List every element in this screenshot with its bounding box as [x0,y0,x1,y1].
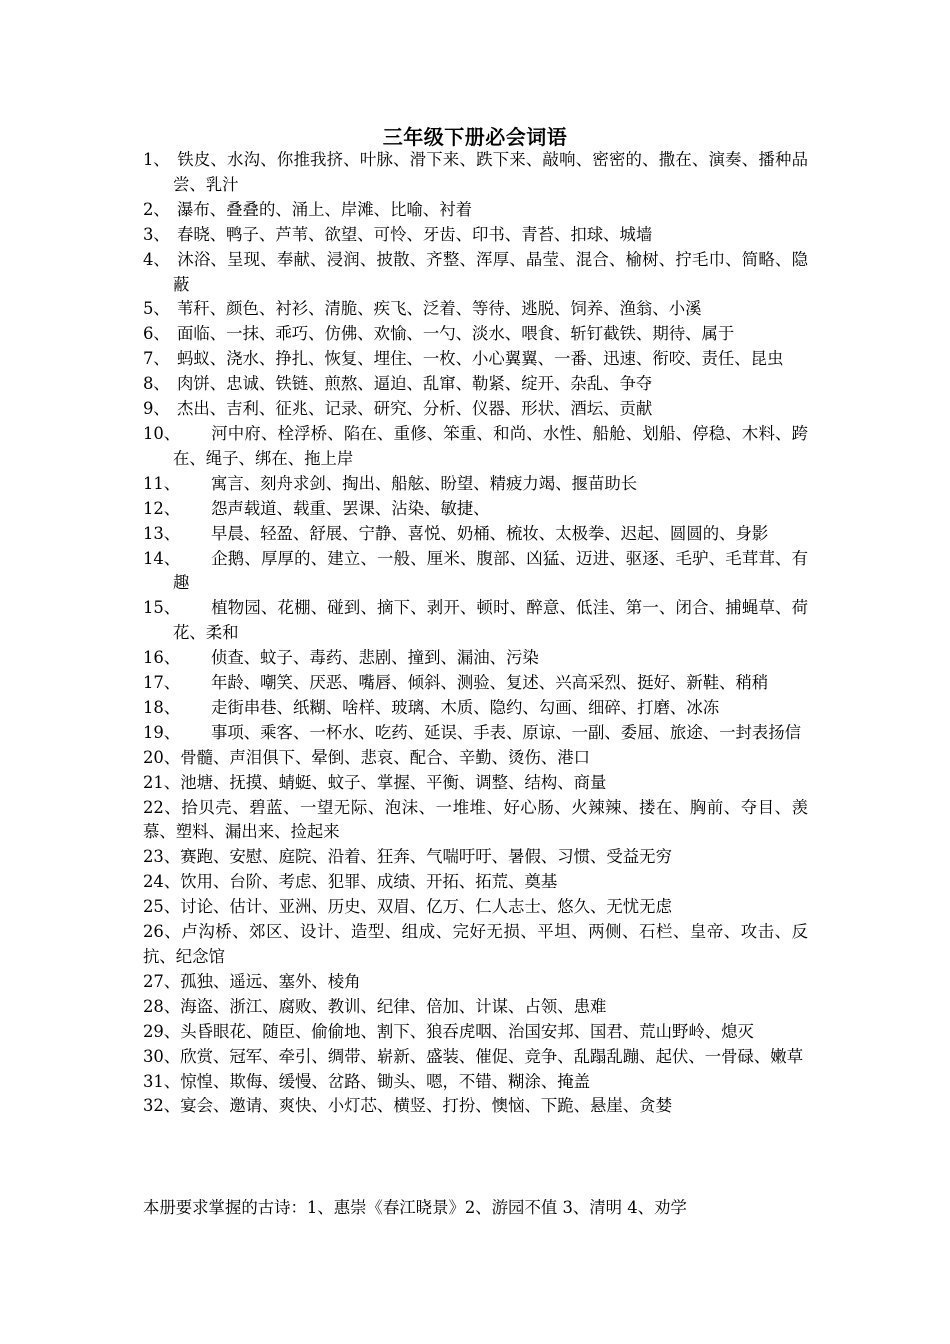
item-words: 铁皮、水沟、你推我挤、叶脉、滑下来、跌下来、敲响、密密的、撒在、演奏、播种品尝、乳汁 [173,150,808,194]
item-words: 卢沟桥、郊区、设计、造型、组成、完好无损、平坦、两侧、石栏、皇帝、攻击、反抗、纪念馆 [143,922,809,966]
item-words: 宴会、邀请、爽快、小灯芯、横竖、打扮、懊恼、下跪、悬崖、贪婪 [180,1096,672,1116]
item-words: 饮用、台阶、考虑、犯罪、成绩、开拓、拓荒、奠基 [180,872,558,892]
item-number: 4、 [143,249,170,269]
item-number: 24、 [143,872,181,892]
page-title: 三年级下册必会词语 [382,125,568,149]
item-number: 13、 [143,523,181,543]
poems-note: 本册要求掌握的古诗：1、惠崇《春江晓景》2、游园不值 3、清明 4、劝学 [143,1198,687,1217]
list-item [143,322,808,347]
item-number: 10、 [143,423,181,443]
item-number: 27、 [143,971,181,991]
list-item [143,596,808,646]
item-number: 15、 [143,598,181,618]
list-item [143,397,808,422]
list-item [143,1020,808,1045]
list-item [143,472,808,497]
item-words: 苇秆、颜色、衬衫、清脆、疾飞、泛着、等待、逃脱、饲养、渔翁、小溪 [177,299,702,319]
item-number: 31、 [143,1071,181,1091]
list-item [143,148,808,198]
item-number: 23、 [143,847,181,867]
item-words: 事项、乘客、一杯水、吃药、延误、手表、原谅、一副、委屈、旅途、一封表扬信 [211,722,802,742]
item-words: 瀑布、叠叠的、涌上、岸滩、比喻、衬着 [177,199,473,219]
list-item [143,347,808,372]
item-number: 7、 [143,349,170,369]
item-words: 头昏眼花、随臣、偷偷地、割下、狼吞虎咽、治国安邦、国君、荒山野岭、熄灭 [180,1021,754,1041]
list-item [143,1045,808,1070]
item-number: 32、 [143,1096,181,1116]
list-item [143,522,808,547]
list-item [143,297,808,322]
list-item [143,796,808,846]
item-number: 14、 [143,548,181,568]
list-item [143,1094,808,1119]
item-words: 河中府、栓浮桥、陷在、重修、笨重、和尚、水性、船舱、划船、停稳、木料、跨在、绳子、绑在、拖上岸 [173,423,808,468]
item-words: 惊惶、欺侮、缓慢、岔路、锄头、嗯，不错、糊涂、掩盖 [180,1071,591,1091]
item-number: 18、 [143,697,181,717]
item-number: 29、 [143,1021,181,1041]
item-words: 肉饼、忠诚、铁链、煎熬、逼迫、乱窜、勒紧、绽开、杂乱、争夺 [177,374,653,394]
item-words: 企鹅、厚厚的、建立、一般、厘米、腹部、凶猛、迈进、驱逐、毛驴、毛茸茸、有趣 [173,548,808,593]
list-item [143,1070,808,1095]
item-number: 21、 [143,772,181,792]
item-words: 欣赏、冠军、牵引、绸带、崭新、盛装、催促、竞争、乱蹋乱蹦、起伏、一骨碌、嫩草 [180,1046,804,1066]
list-item [143,920,808,970]
item-number: 20、 [143,747,181,767]
list-item [143,547,808,597]
item-number: 3、 [143,224,170,244]
list-item [143,870,808,895]
item-words: 讨论、估计、亚洲、历史、双眉、亿万、仁人志士、悠久、无忧无虑 [180,897,672,917]
item-number: 9、 [143,399,170,419]
word-list [143,148,808,1119]
list-item [143,995,808,1020]
list-item [143,422,808,472]
item-number: 5、 [143,299,170,319]
list-item [143,771,808,796]
item-words: 植物园、花棚、碰到、摘下、剥开、顿时、醉意、低洼、第一、闭合、捕蝇草、荷花、柔和 [173,598,808,643]
item-words: 走街串巷、纸糊、啥样、玻璃、木质、隐约、勾画、细碎、打磨、冰冻 [211,697,720,717]
item-words: 面临、一抹、乖巧、仿佛、欢愉、一勺、淡水、喂食、斩钉截铁、期待、属于 [177,324,735,344]
item-number: 11、 [143,473,181,493]
item-number: 17、 [143,673,181,693]
item-words: 春晓、鸭子、芦苇、欲望、可怜、牙齿、印书、青苔、扣球、城墙 [177,224,653,244]
item-number: 19、 [143,722,181,742]
item-number: 25、 [143,897,181,917]
item-words: 早晨、轻盈、舒展、宁静、喜悦、奶桶、梳妆、太极拳、迟起、圆圆的、身影 [211,523,769,543]
list-item [143,970,808,995]
item-words: 池塘、抚摸、蜻蜓、蚊子、掌握、平衡、调整、结构、商量 [180,772,607,792]
item-words: 寓言、刻舟求剑、掏出、船舷、盼望、精疲力竭、揠苗助长 [211,473,638,493]
item-number: 26、 [143,922,182,942]
item-number: 1、 [143,150,170,169]
list-item [143,198,808,223]
item-words: 骨髓、声泪俱下、晕倒、悲哀、配合、辛勤、烫伤、港口 [180,747,591,767]
item-words: 怨声载道、载重、罢课、沾染、敏捷、 [211,498,490,518]
list-item [143,671,808,696]
item-number: 30、 [143,1046,181,1066]
item-words: 沐浴、呈现、奉献、浸润、披散、齐整、浑厚、晶莹、混合、榆树、拧毛巾、简略、隐蔽 [173,249,808,294]
item-number: 16、 [143,648,181,668]
item-words: 蚂蚁、浇水、挣扎、恢复、埋住、一枚、小心翼翼、一番、迅速、衔咬、责任、昆虫 [177,349,784,369]
list-item [143,497,808,522]
item-number: 8、 [143,374,170,394]
list-item [143,845,808,870]
list-item [143,646,808,671]
item-words: 孤独、遥远、塞外、棱角 [180,971,361,991]
item-words: 拾贝壳、碧蓝、一望无际、泡沫、一堆堆、好心肠、火辣辣、搂在、胸前、夺目、羡慕、塑料、漏出来、捡起来 [143,797,809,842]
item-words: 海盗、浙江、腐败、教训、纪律、倍加、计谋、占领、患难 [180,996,607,1016]
item-words: 杰出、吉利、征兆、记录、研究、分析、仪器、形状、酒坛、贡献 [177,399,653,419]
item-number: 2、 [143,199,170,219]
list-item [143,746,808,771]
list-item [143,721,808,746]
item-number: 28、 [143,996,181,1016]
item-words: 侦查、蚊子、毒药、悲剧、撞到、漏油、污染 [211,648,539,668]
item-number: 12、 [143,498,181,518]
item-number: 6、 [143,324,170,344]
list-item [143,248,808,298]
list-item [143,372,808,397]
item-words: 年龄、嘲笑、厌恶、嘴唇、倾斜、测验、复述、兴高采烈、挺好、新鞋、稍稍 [211,673,769,693]
list-item [143,895,808,920]
item-words: 赛跑、安慰、庭院、沿着、狂奔、气喘吁吁、暑假、习惯、受益无穷 [180,847,672,867]
list-item [143,223,808,248]
list-item [143,696,808,721]
item-number: 22、 [143,797,182,817]
